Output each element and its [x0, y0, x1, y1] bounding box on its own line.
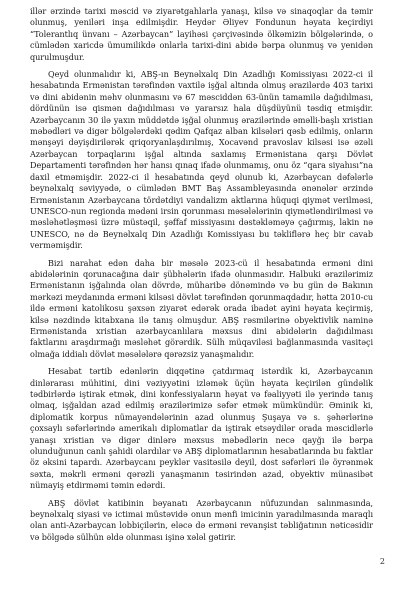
page-number: 2 [379, 557, 385, 566]
paragraph-5: ABŞ dövlət katibinin bəyanatı Azərbaycanın nüfuzundan salınmasında, beynəlxalq siyasi və ictimai müstəvidə onun mənfi imicinin yaradılmasında maraqlı olan anti-Azərbaycan lobbiçilərin, eləcə də erməni revanşist təbliğatının nəticəsidir və bölgədə sülhün əldə olunması işinə xələl gətirir. [30, 497, 373, 542]
paragraph-1: illər ərzində tarixi məscid və ziyarətgahlarla yanaşı, kilsə və sinaqoqlar da təmir olunmuş, yeniləri inşa edilmişdir. Heydər Əliyev Fondunun həyata keçirdiyi “Tolerantlıq ünvanı – Azərbaycan” layihəsi çərçivəsində ölkəmizin bölgələrində, o cümlədən xaricdə ümumilikdə onlarla tarixi-dini abidə bərpa olunmuş və yenidən qurulmuşdur. [30, 6, 373, 62]
paragraph-4: Hesabat tərtib edənlərin diqqətinə çatdırmaq istərdik ki, Azərbaycanın dinlərarası mühitini, dini vəziyyətini izləmək üçün həyata keçirilən gündəlik tədbirlərdə iştirak etmək, dini konfessiyaların həyat və fəaliyyəti ilə yerində tanış olmaq, işğaldan azad edilmiş ərazilərimizə səfər etmək mümkündür. Əminik ki, diplomatik korpus nümayəndələrinin azad olunmuş Şuşaya və s. şəhərlərinə çoxsaylı səfərlərində amerikalı diplomatlar da iştirak etsəydilər orada məscidlərlə yanaşı xristian və digər dinlərə məxsus məbədlərin necə qayğı ilə bərpa olunduğunun canlı şahidi olardılar və ABŞ diplomatlarının hesabatlarında bu faktlar öz əksini tapardı. Azərbaycanı peyklər vasitəsilə deyil, dost səfərləri ilə öyrənmək səxta, məkrli erməni qərəzli yanaşmanın təsirindən azad, obyektiv münasibət nümayiş etdirməmi təmin edərdi. [30, 366, 373, 491]
paragraph-2: Qeyd olunmalıdır ki, ABŞ-ın Beynəlxalq Din Azadlığı Komissiyası 2022-ci il hesabatında Ermənistan tərəfindən vaxtilə işğal altında olmuş ərazilərdə 403 tarixi və dini abidənin məhv olunmasını və 67 məsciddən 63-ünün tamamilə dağıdılması, dördünün isə qismən dağıdılması və yararsız hala düşdüyünü təsdiq etmişdir. Azərbaycanın 30 ilə yaxın müddətdə işğal olunmuş ərazilərində əməlli-başlı xristian məbədləri və digər bölgələrdəki qədim Qafqaz alban kilsələri qəsb edilmiş, onların mənşəyi dəyişdirilərək qriqoryanlaşdırılmış, Xocavənd pravoslav kilsəsi isə əzəli Azərbaycan torpaqlarını işğal altında saxlamış Ermənistana qarşı Dövlət Departamenti tərəfindən hər hansı qınaq ifadə olunmamış, onu öz “qara siyahısı”na daxil etməmişdir. 2022-ci il hesabatında qeyd olunub ki, Azərbaycan dəfələrlə beynəlxalq səviyyədə, o cümlədən BMT Baş Assambleyasında ənənələr ərzində Ermənistanın Azərbaycana tördətdiyi vandalizm aktlarına hüquqi qiymət verilməsi, UNESCO-nun regionda mədəni irsin qorunması məsələlərinin qiymətləndirilməsi və məsləhətləşməsi üzrə müstəqil, şəffaf missiyasını dəstəkləməyə çağırmış, lakin nə UNESCO, nə də Beynəlxalq Din Azadlığı Komissiyası bu təkliflərə heç bir cavab verməmişdir. [30, 69, 373, 251]
paragraph-3: Bizi narahat edən daha bir məsələ 2023-cü il hesabatında erməni dini abidələrinin qorunacağına dair şübhələrin ifadə olunmasıdır. Halbuki ərazilərimiz Ermənistanın işğalında olan dövrdə, müharibə dönəmində və bu gün də Bakının mərkəzi meydanında erməni kilsəsi dövlət tərəfindən qorunmaqdadır, hətta 2010-cu ildə erməni katolikosu şəxsən ziyarət edərək orada ibadət ayini həyata keçirmiş, kilsə nəzdində kitabxana ilə tanış olmuşdur. ABŞ rəsmilərinə obyektivlik naminə Ermənistanda xristian azərbaycanlılara məxsus dini abidələrin dağıdılması faktlarını araşdırmağı məsləhət görərdik. Sülh müqaviləsi bağlanmasında vasitəçi olmağa iddialı dövlət məsələlərə qərəzsiz yanaşmalıdır. [30, 257, 373, 359]
